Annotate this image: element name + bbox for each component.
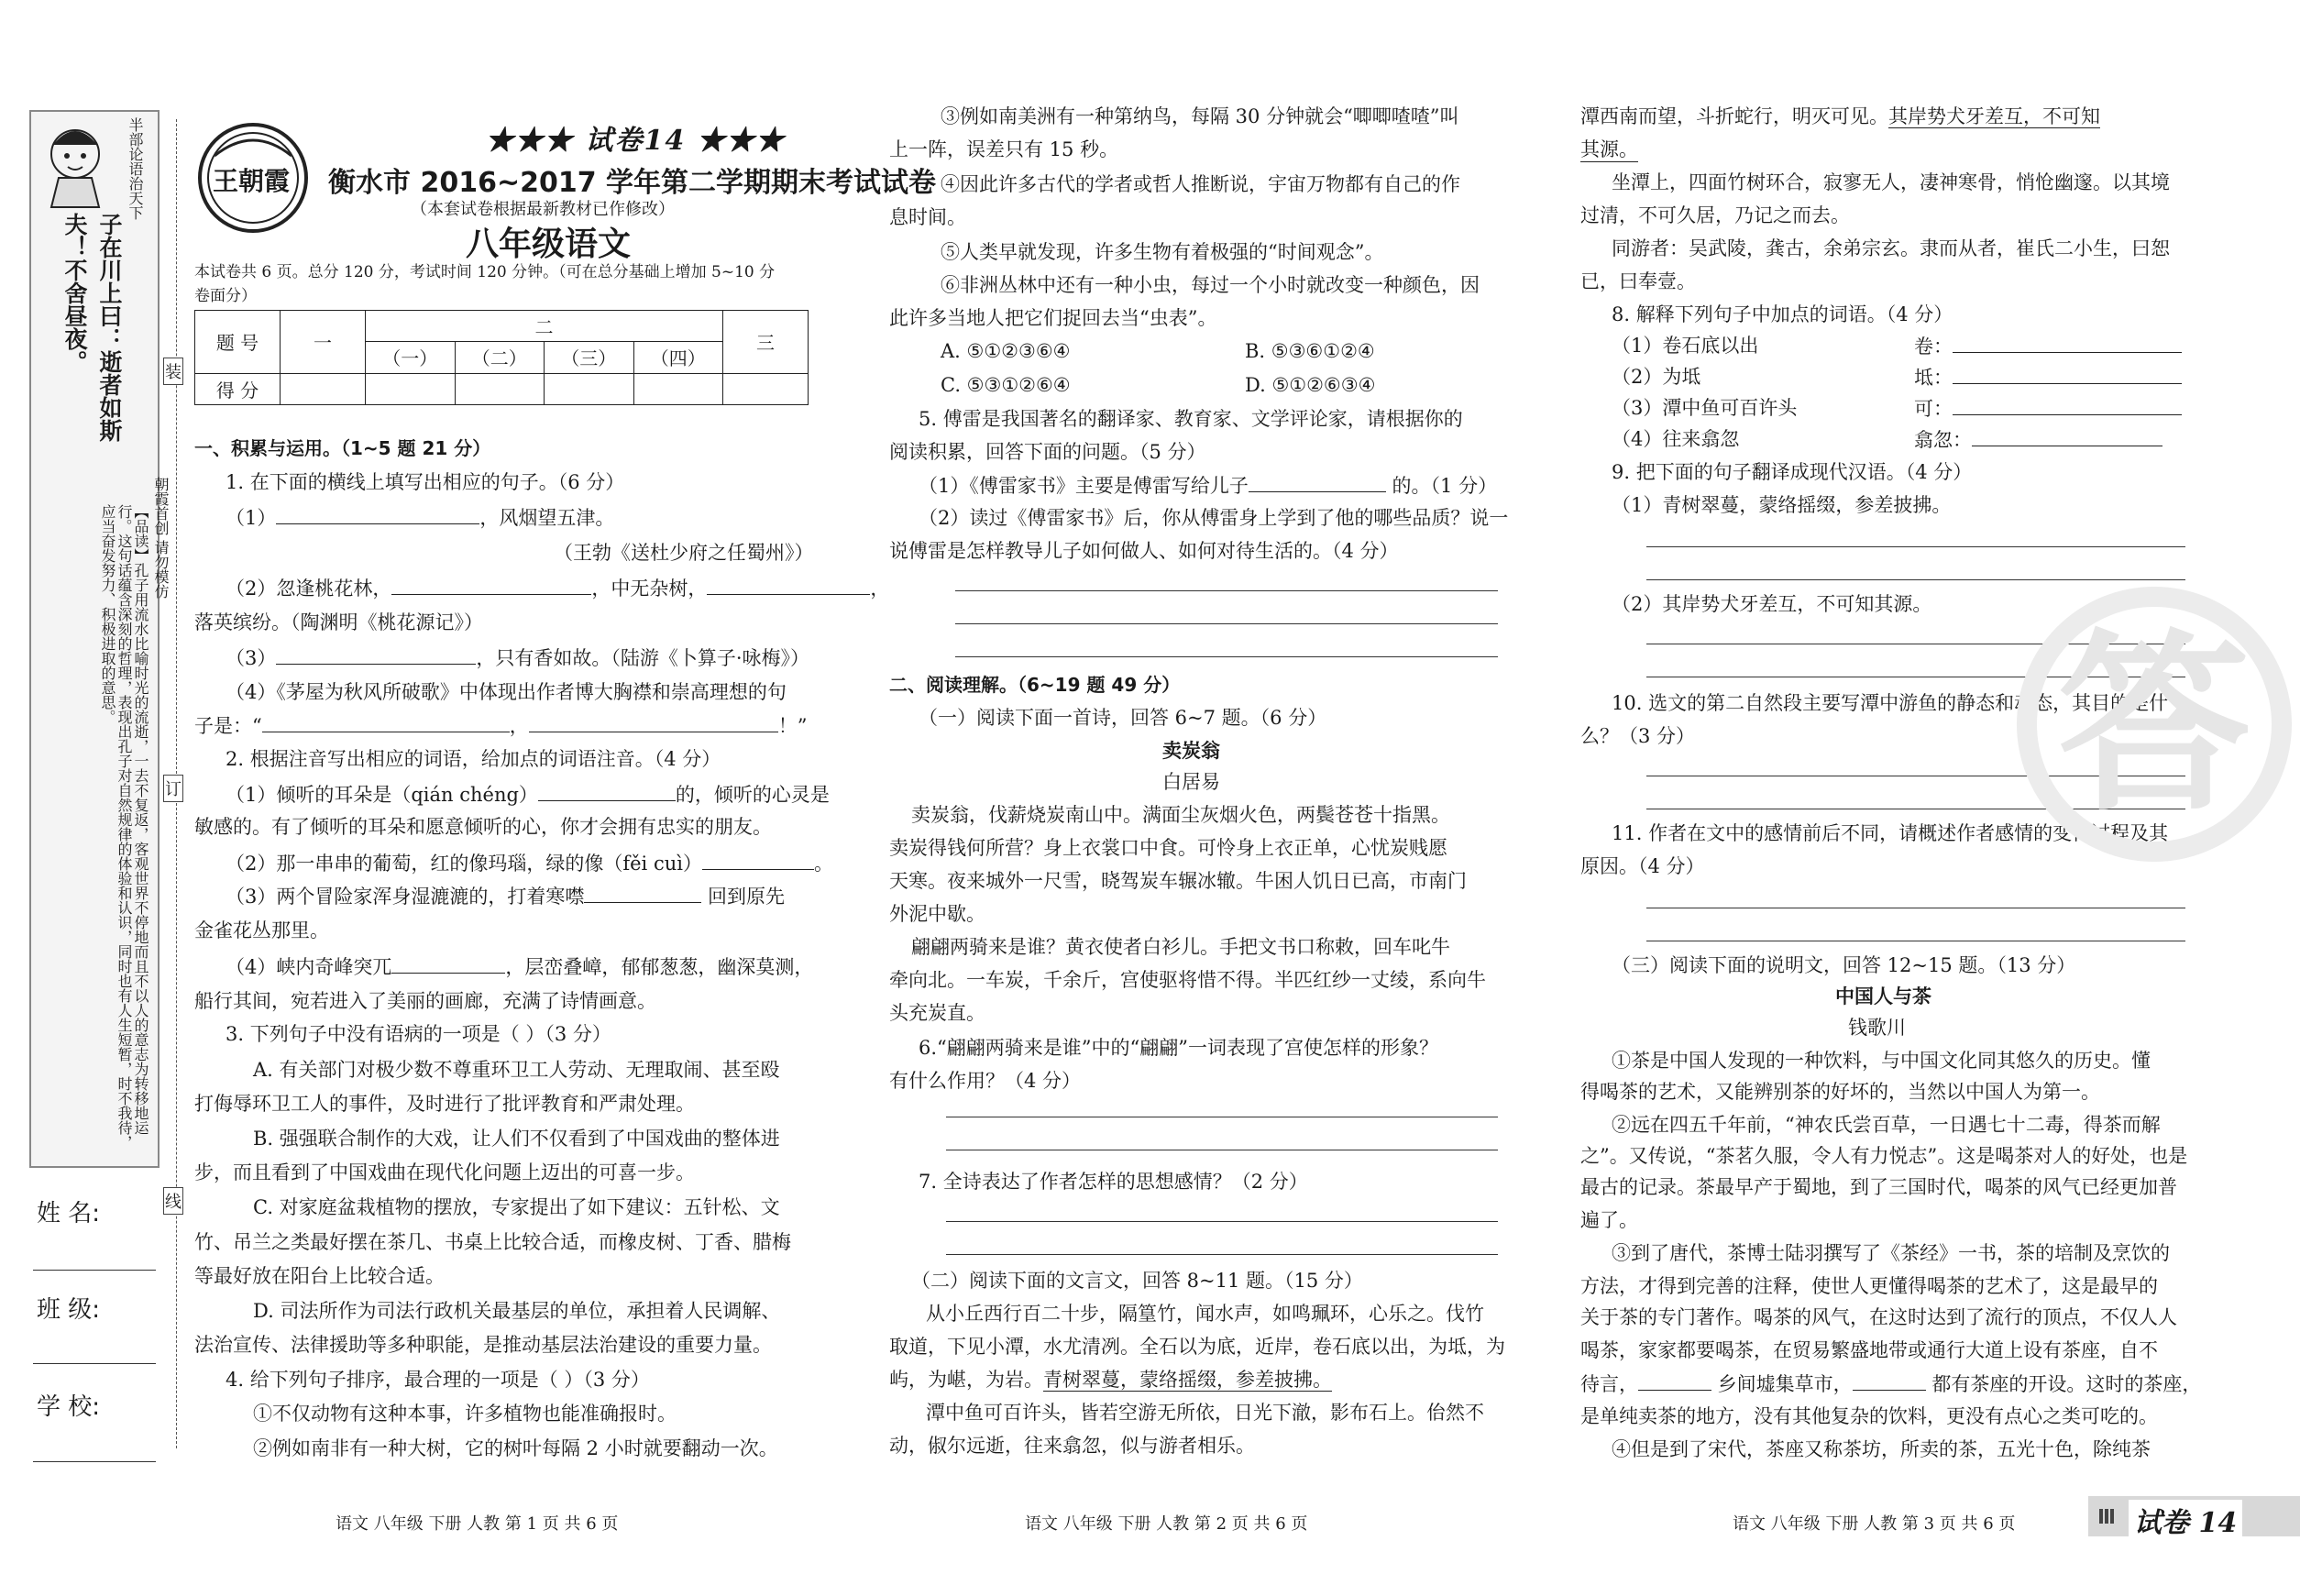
essay-p2-cont1: 之”。又传说，“茶茗久服，令人有力悦志”。这是喝茶对人的好处，也是	[1580, 1145, 2188, 1167]
q2-item1-rest: 的，倾听的心灵是	[675, 784, 830, 806]
q2-item4-cont: 船行其间，宛若进入了美丽的画廊，充满了诗情画意。	[194, 990, 656, 1012]
score-cell[interactable]	[281, 373, 366, 404]
classical-text-8-cont: 已，曰奉壹。	[1580, 270, 1696, 292]
question-1: 1. 在下面的横线上填写出相应的句子。（6 分）	[226, 471, 625, 493]
q2-item1	[226, 780, 830, 809]
part-1-instruction: （一）阅读下面一首诗，回答 6~7 题。（6 分）	[919, 707, 1327, 729]
q1-item2-label: （2）忽逢桃花林，	[226, 578, 392, 600]
binding-mark-3: 线	[163, 1187, 183, 1215]
underlined-sentence: 其岸势犬牙差互，不可知	[1888, 105, 2100, 127]
q3-option-c: C. 对家庭盆栽植物的摆放，专家提出了如下建议：五针松、文	[253, 1196, 780, 1218]
series-label	[486, 117, 786, 158]
classical-text-6-cont: 其源。	[1580, 136, 1638, 162]
logo-text: 王朝霞	[213, 166, 291, 196]
row-label-score: 得 分	[195, 373, 281, 404]
answer-line[interactable]	[946, 1221, 1498, 1222]
q3-option-d-cont: 法治宣传、法律援助等多种职能，是推动基层法治建设的重要力量。	[194, 1334, 772, 1356]
classical-text-7: 坐潭上，四面竹树环合，寂寥无人，凄神寒骨，悄怆幽邃。以其境	[1612, 171, 2170, 193]
section-2-heading: 二、阅读理解。（6~19 题 49 分）	[889, 674, 1181, 696]
question-11-cont: 原因。（4 分）	[1580, 855, 1705, 877]
star-icon: ★★★	[697, 125, 786, 157]
name-label: 姓 名:	[37, 1200, 101, 1227]
classical-text-6	[1580, 103, 2100, 130]
class-field[interactable]	[33, 1363, 156, 1364]
q4-item1: ①不仅动物有这种本事，许多植物也能准确报时。	[253, 1403, 677, 1425]
question-7: 7. 全诗表达了作者怎样的思想感情？（2 分）	[919, 1171, 1308, 1193]
q4-item6-cont: 此许多当地人把它们捉回去当“虫表”。	[889, 307, 1217, 329]
q2-item4-rest: ，层峦叠嶂，郁郁葱葱，幽深莫测，	[505, 956, 814, 978]
class-label: 班 级:	[37, 1296, 101, 1324]
score-cell[interactable]	[455, 373, 545, 404]
q2-item2-text: （2）那一串串的葡萄，红的像玛瑙，绿的像（fěi cuì）	[226, 853, 702, 875]
essay-p1-cont: 得喝茶的艺术，又能辨别茶的好坏的，当然以中国人为第一。	[1580, 1081, 2100, 1103]
question-9: 9. 把下面的句子翻译成现代汉语。（4 分）	[1612, 461, 1973, 483]
q1-item4-prefix: 子是：“	[194, 715, 262, 737]
q4-item4: ④因此许多古代的学者或哲人推断说，宇宙万物都有自己的作	[941, 173, 1460, 195]
q5-item2: （2）读过《傅雷家书》后，你从傅雷身上学到了他的哪些品质？说一	[919, 507, 1509, 529]
sidebar-badge: 半部论语治天下	[127, 117, 144, 220]
copyright-note: 朝霞首创 请勿模仿	[152, 477, 170, 600]
poem-line-5: 翩翩两骑来是谁？黄衣使者白衫儿。手把文书口称敕，回车叱牛	[911, 936, 1450, 958]
q3-option-b: B. 强强联合制作的大戏，让人们不仅看到了中国戏曲的整体进	[253, 1128, 780, 1150]
corner-tag-text: 试卷 14	[2129, 1500, 2242, 1540]
q2-item3-text: （3）两个冒险家浑身湿漉漉的，打着寒噤	[226, 886, 585, 908]
answer-line[interactable]	[955, 623, 1498, 624]
q9-item1: （1）青树翠蔓，蒙络摇缀，参差披拂。	[1612, 494, 1952, 516]
q4-option-c: C. ⑤③①②⑥④	[941, 374, 1071, 396]
answer-blank[interactable]	[707, 574, 870, 595]
q4-item2: ②例如南非有一种大树，它的树叶每隔 2 小时就要翻动一次。	[253, 1437, 778, 1459]
question-4: 4. 给下列句子排序，最合理的一项是（ ）（3 分）	[226, 1369, 650, 1391]
question-6-cont: 有什么作用？（4 分）	[889, 1070, 1082, 1092]
col-part2: 二	[366, 311, 723, 342]
q4-option-b: B. ⑤③⑥①②④	[1245, 340, 1375, 362]
essay-p4: ④但是到了宋代，茶座又称茶坊，所卖的茶，五光十色，除纯茶	[1612, 1438, 2151, 1460]
answer-blank[interactable]	[1249, 471, 1386, 492]
q9-item2: （2）其岸势犬牙差互，不可知其源。	[1612, 593, 1932, 615]
essay-author: 钱歌川	[1848, 1017, 1906, 1039]
binding-mark-2: 订	[163, 775, 183, 802]
answer-line[interactable]	[946, 1254, 1498, 1255]
score-cell[interactable]	[723, 373, 809, 404]
answer-blank[interactable]	[276, 503, 479, 524]
q8-item1-key: 卷：	[1914, 336, 1953, 358]
page-footer-1: 语文 八年级 下册 人教 第 1 页 共 6 页	[336, 1514, 619, 1534]
poem-line-3: 天寒。夜来城外一尺雪，晓驾炭车辗冰辙。牛困人饥日已高，市南门	[889, 870, 1467, 892]
q1-item4: （4）《茅屋为秋风所破歌》中体现出作者博大胸襟和崇高理想的句	[226, 681, 787, 703]
col-sub4: （四）	[633, 342, 723, 373]
answer-blank[interactable]	[1972, 425, 2162, 446]
series-text: 试卷14	[585, 125, 687, 157]
answer-blank[interactable]	[529, 711, 778, 732]
q3-option-a-cont: 打侮辱环卫工人的事件，及时进行了批评教育和严肃处理。	[194, 1093, 695, 1115]
answer-blank[interactable]	[702, 849, 814, 870]
answer-line[interactable]	[955, 590, 1498, 591]
q8-item4-key: 翕忽：	[1914, 429, 1972, 451]
col-sub1: （一）	[366, 342, 456, 373]
q8-item4-answer	[1914, 425, 2162, 454]
classical-text-1: 从小丘西行百二十步，隔篁竹，闻水声，如鸣珮环，心乐之。伐竹	[926, 1303, 1484, 1325]
corner-dots-icon	[2099, 1509, 2114, 1524]
question-8: 8. 解释下列句子中加点的词语。（4 分）	[1612, 303, 1953, 325]
q8-item2-answer	[1914, 363, 2182, 391]
answer-blank[interactable]	[262, 711, 510, 732]
essay-p3-cont4-a: 待言，	[1580, 1373, 1638, 1395]
q8-item3: （3）潭中鱼可百许头	[1612, 397, 1798, 419]
question-10: 10. 选文的第二自然段主要写潭中游鱼的静态和动态，其目的是什	[1612, 692, 2169, 714]
name-field[interactable]	[33, 1270, 156, 1271]
binding-mark-1: 装	[163, 358, 183, 385]
q2-item3-cont: 金雀花丛那里。	[194, 919, 329, 941]
answer-blank[interactable]	[391, 952, 505, 974]
q3-option-d: D. 司法所作为司法行政机关最基层的单位，承担着人民调解、	[253, 1300, 781, 1322]
corner-tag	[2088, 1496, 2300, 1539]
q1-item4-end: ！”	[777, 715, 808, 737]
answer-blank[interactable]	[391, 574, 591, 595]
poem-line-1: 卖炭翁，伐薪烧炭南山中。满面尘灰烟火色，两鬓苍苍十指黑。	[911, 804, 1450, 826]
q1-item4-cont	[194, 711, 808, 740]
essay-p3-cont4	[1580, 1370, 2201, 1398]
q2-item4-text: （4）峡内奇峰突兀	[226, 956, 392, 978]
school-label: 学 校:	[37, 1393, 101, 1421]
q5-item1-text: （1）《傅雷家书》主要是傅雷写给儿子	[919, 475, 1249, 497]
part-2-instruction: （二）阅读下面的文言文，回答 8~11 题。（15 分）	[911, 1270, 1363, 1292]
question-5: 5. 傅雷是我国著名的翻译家、教育家、文学评论家，请根据你的	[919, 408, 1463, 430]
answer-line[interactable]	[955, 656, 1498, 657]
classical-text-2: 取道，下见小潭，水尤清冽。全石以为底，近岸，卷石底以出，为坻，为	[889, 1336, 1505, 1358]
answer-blank[interactable]	[276, 644, 476, 665]
question-5-cont: 阅读积累，回答下面的问题。（5 分）	[889, 441, 1206, 463]
poem-line-4: 外泥中歇。	[889, 903, 985, 925]
poem-line-2: 卖炭得钱何所营？身上衣裳口中食。可怜身上衣正单，心忧炭贱愿	[889, 837, 1447, 859]
exam-info-2: 卷面分）	[194, 287, 257, 305]
essay-p3-cont2: 关于茶的专门著作。喝茶的风气，在这时达到了流行的顶点，不仅人人	[1580, 1306, 2177, 1328]
q8-item3-key: 可：	[1914, 398, 1953, 420]
q1-item3-label: （3）	[226, 647, 277, 669]
answer-line[interactable]	[1646, 579, 2185, 580]
q4-option-d: D. ⑤①②⑥③④	[1245, 374, 1376, 396]
watermark-seal	[2017, 587, 2292, 862]
classical-text-6a: 潭西南而望，斗折蛇行，明灭可见。	[1580, 105, 1888, 127]
exam-info-1: 本试卷共 6 页。总分 120 分，考试时间 120 分钟。（可在总分基础上增加 5~10 分	[194, 263, 776, 281]
classical-text-4: 潭中鱼可百许头，皆若空游无所依，日光下澈，影布石上。佁然不	[926, 1402, 1484, 1424]
underlined-sentence: 青树翠蔓，蒙络摇缀，参差披拂。	[1043, 1369, 1332, 1391]
q1-item2	[226, 574, 889, 602]
q1-item1	[226, 503, 614, 532]
sidebar-cartoon	[37, 117, 114, 209]
q8-item2-key: 坻：	[1914, 367, 1953, 389]
q3-option-c-cont: 竹、吊兰之类最好摆在茶几、书桌上比较合适，而橡皮树、丁香、腊梅	[194, 1231, 791, 1253]
answer-blank[interactable]	[1953, 332, 2182, 353]
exam-subtitle: （本套试卷根据最新教材已作修改）	[411, 200, 675, 219]
essay-p3-cont3: 喝茶，家家都要喝茶，在贸易繁盛地带或通行大道上设有茶座，自不	[1580, 1339, 2158, 1361]
essay-p3-cont4-c: 都有茶座的开设。这时的茶座，	[1925, 1373, 2202, 1395]
part-3-instruction: （三）阅读下面的说明文，回答 12~15 题。（13 分）	[1612, 954, 2076, 976]
q3-option-b-cont: 步，而且看到了中国戏曲在现代化问题上迈出的可喜一步。	[194, 1161, 695, 1183]
sidebar-commentary: 【品读】孔子用流水比喻时光的流逝，一去不复返，客观世界不停地而且不以人的意志为转移地运行。这句话蕴含深刻的哲理，表现出孔子对自然规律的体验和认识，同时也有人生短暂，时不我待，应当奋发努力、积极进取的意思。	[99, 504, 149, 1150]
essay-p3: ③到了唐代，茶博士陆羽撰写了《茶经》一书，茶的培制及烹饮的	[1612, 1242, 2170, 1264]
q5-item1	[919, 471, 1497, 500]
q8-item1: （1）卷石底以出	[1612, 335, 1759, 357]
section-1-heading: 一、积累与运用。（1~5 题 21 分）	[194, 437, 491, 459]
sidebar-quote: 子在川上曰：逝者如斯夫！不舍昼夜。	[61, 213, 123, 442]
poem-title: 卖炭翁	[1162, 739, 1220, 762]
q2-item2-end: 。	[813, 853, 833, 875]
q1-item1-label: （1）	[226, 507, 277, 529]
exam-title: 衡水市 2016~2017 学年第二学期期末考试试卷	[328, 167, 937, 199]
q4-item3: ③例如南美洲有一种第纳鸟，每隔 30 分钟就会“唧唧喳喳”叫	[941, 105, 1459, 127]
classical-text-3a: 屿，为嵁，为岩。	[889, 1369, 1043, 1391]
answer-blank[interactable]	[584, 882, 701, 903]
q1-item2-comma: ，	[870, 578, 890, 600]
q2-item4	[226, 952, 813, 981]
school-field[interactable]	[33, 1461, 156, 1462]
q1-item3-text: ，只有香如故。（陆游《卜算子·咏梅》）	[476, 647, 810, 669]
q4-item3-cont: 上一阵，误差只有 15 秒。	[889, 138, 1119, 160]
q8-item3-answer	[1914, 394, 2182, 423]
essay-p1: ①茶是中国人发现的一种饮料，与中国文化同其悠久的历史。懂	[1612, 1050, 2151, 1072]
page-footer-3: 语文 八年级 下册 人教 第 3 页 共 6 页	[1733, 1514, 2016, 1534]
q2-item2	[226, 849, 833, 877]
col-sub3: （三）	[545, 342, 634, 373]
question-6: 6.“翩翩两骑来是谁”中的“翩翩”一词表现了宫使怎样的形象？	[919, 1037, 1438, 1059]
q3-option-c-cont2: 等最好放在阳台上比较合适。	[194, 1265, 445, 1287]
q2-item3-rest: 回到原先	[701, 886, 786, 908]
essay-title: 中国人与茶	[1835, 985, 1931, 1007]
essay-p3-cont4-b: 乡间墟集草市，	[1711, 1373, 1853, 1395]
poem-line-7: 头充炭直。	[889, 1002, 985, 1024]
col-part3: 三	[723, 311, 809, 374]
row-label-question: 题 号	[195, 311, 281, 374]
score-table	[194, 310, 809, 405]
score-cell[interactable]	[366, 373, 456, 404]
q2-item1-cont: 敏感的。有了倾听的耳朵和愿意倾听的心，你才会拥有忠实的朋友。	[194, 816, 772, 838]
watermark-glyph: 答	[2057, 611, 2250, 837]
q8-item1-answer	[1914, 332, 2182, 360]
q8-item4: （4）往来翕忽	[1612, 428, 1740, 450]
q1-item2-mid: ，中无杂树，	[591, 578, 708, 600]
question-11: 11. 作者在文中的感情前后不同，请概述作者感情的变化过程及其	[1612, 822, 2169, 844]
q1-item3	[226, 644, 809, 672]
score-cell[interactable]	[545, 373, 634, 404]
q3-option-a: A. 有关部门对极少数不尊重环卫工人劳动、无理取闹、甚至殴	[253, 1059, 780, 1081]
q1-item1-text: ，风烟望五津。	[479, 507, 615, 529]
question-2: 2. 根据注音写出相应的词语，给加点的词语注音。（4 分）	[226, 748, 721, 770]
q2-item3	[226, 882, 785, 910]
classical-text-7-cont: 过清，不可久居，乃记之而去。	[1580, 204, 1850, 226]
col-part1: 一	[281, 311, 366, 374]
essay-p3-cont5: 是单纯卖茶的地方，没有其他复杂的饮料，更没有点心之类可吃的。	[1580, 1405, 2158, 1427]
score-cell[interactable]	[633, 373, 723, 404]
essay-p2: ②远在四五千年前，“神农氏尝百草，一日遇七十二毒，得茶而解	[1612, 1114, 2161, 1136]
classical-text-5: 动，俶尔远逝，往来翕忽，似与游者相乐。	[889, 1435, 1255, 1457]
col-sub2: （二）	[455, 342, 545, 373]
q8-item2: （2）为坻	[1612, 366, 1701, 388]
poem-author: 白居易	[1162, 771, 1220, 793]
classical-text-3	[889, 1366, 1332, 1393]
question-10-cont: 么？（3 分）	[1580, 725, 1696, 747]
q4-item5: ⑤人类早就发现，许多生物有着极强的“时间观念”。	[941, 241, 1384, 263]
essay-p2-cont3: 遍了。	[1580, 1209, 1638, 1231]
answer-blank[interactable]	[1953, 394, 2182, 415]
q4-item6: ⑥非洲丛林中还有一种小虫，每过一个小时就改变一种颜色，因	[941, 274, 1480, 296]
q1-item1-source: （王勃《送杜少府之任蜀州》）	[554, 542, 814, 564]
q4-item4-cont: 息时间。	[889, 206, 966, 228]
q5-item2-cont: 说傅雷是怎样教导儿子如何做人、如何对待生活的。（4 分）	[889, 540, 1399, 562]
poem-line-6: 牵向北。一车炭，千余斤，宫使驱将惜不得。半匹红纱一丈绫，系向牛	[889, 969, 1486, 991]
essay-p2-cont2: 最古的记录。茶最早产于蜀地，到了三国时代，喝茶的风气已经更加普	[1580, 1176, 2177, 1198]
q2-item1-text: （1）倾听的耳朵是（qián chéng）	[226, 784, 538, 806]
answer-line[interactable]	[1646, 546, 2185, 547]
subject-title: 八年级语文	[466, 226, 632, 263]
answer-blank[interactable]	[1953, 363, 2182, 384]
question-3: 3. 下列句子中没有语病的一项是（ ）（3 分）	[226, 1023, 611, 1045]
answer-blank[interactable]	[538, 780, 676, 801]
answer-blank[interactable]	[1853, 1370, 1926, 1391]
q1-item4-comma: ，	[509, 715, 529, 737]
star-icon: ★★★	[486, 125, 574, 157]
q1-item2-cont: 落英缤纷。（陶渊明《桃花源记》）	[194, 611, 483, 633]
essay-p3-cont1: 方法，才得到完善的注释，使世人更懂得喝茶的艺术了，这是最早的	[1580, 1275, 2158, 1297]
answer-blank[interactable]	[1638, 1370, 1711, 1391]
page-footer-2: 语文 八年级 下册 人教 第 2 页 共 6 页	[1025, 1514, 1308, 1534]
q4-option-a: A. ⑤①②③⑥④	[941, 340, 1071, 362]
q5-item1-end: 的。（1 分）	[1385, 475, 1498, 497]
classical-text-8: 同游者：吴武陵，龚古，余弟宗玄。隶而从者，崔氏二小生，曰恕	[1612, 237, 2170, 259]
